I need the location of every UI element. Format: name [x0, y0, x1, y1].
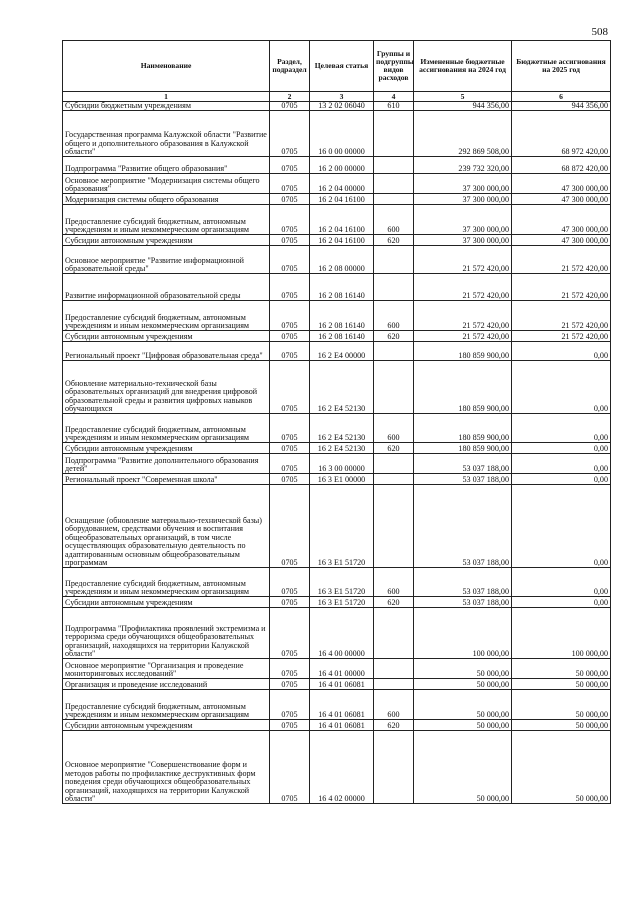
row-name: Субсидии автономным учреждениям — [63, 443, 270, 454]
header-name: Наименование — [63, 41, 270, 92]
row-value-2025: 944 356,00 — [512, 102, 611, 111]
row-section: 0705 — [270, 246, 310, 274]
row-name: Предоставление субсидий бюджетным, автономным учреждениям и иным некоммерческим организациям — [63, 205, 270, 235]
row-value-2024: 21 572 420,00 — [414, 246, 512, 274]
row-section: 0705 — [270, 608, 310, 659]
row-name: Модернизация системы общего образования — [63, 194, 270, 205]
row-value-2025: 68 972 420,00 — [512, 111, 611, 157]
row-name: Развитие информационной образовательной среды — [63, 274, 270, 301]
row-section: 0705 — [270, 157, 310, 174]
row-value-2025: 47 300 000,00 — [512, 235, 611, 246]
row-code: 16 3 E1 00000 — [310, 474, 374, 485]
row-name: Региональный проект "Современная школа" — [63, 474, 270, 485]
row-section: 0705 — [270, 342, 310, 361]
table-row — [63, 102, 611, 111]
table-row — [63, 246, 611, 274]
row-name: Субсидии автономным учреждениям — [63, 235, 270, 246]
row-section: 0705 — [270, 443, 310, 454]
column-number: 3 — [310, 92, 374, 102]
row-value-2025: 50 000,00 — [512, 720, 611, 731]
header-group: Группы и подгруппы видов расходов — [374, 41, 414, 92]
row-value-2024: 21 572 420,00 — [414, 274, 512, 301]
row-code: 16 2 E4 52130 — [310, 414, 374, 443]
row-value-2025: 47 300 000,00 — [512, 205, 611, 235]
row-group — [374, 361, 414, 414]
row-value-2025: 0,00 — [512, 454, 611, 474]
row-section: 0705 — [270, 414, 310, 443]
row-name: Основное мероприятие "Совершенствование форм и методов работы по профилактике деструктивных форм поведения среди обучающихся общеобразовательных организаций, находящихся на территории Калужской области" — [63, 731, 270, 804]
column-number: 2 — [270, 92, 310, 102]
table-row — [63, 235, 611, 246]
row-value-2024: 37 300 000,00 — [414, 205, 512, 235]
row-name: Оснащение (обновление материально-технической базы) оборудованием, средствами обучения и воспитания общеобразовательных организаций, в том числе осуществляющих образовательную деятельность по адаптированным основным общеобразовательным программам — [63, 485, 270, 568]
row-section: 0705 — [270, 274, 310, 301]
row-value-2025: 68 872 420,00 — [512, 157, 611, 174]
row-value-2024: 50 000,00 — [414, 720, 512, 731]
row-code: 16 3 E1 51720 — [310, 597, 374, 608]
row-name: Предоставление субсидий бюджетным, автономным учреждениям и иным некоммерческим организациям — [63, 568, 270, 597]
row-name: Организация и проведение исследований — [63, 679, 270, 690]
row-name: Субсидии автономным учреждениям — [63, 720, 270, 731]
row-section: 0705 — [270, 205, 310, 235]
table-row — [63, 597, 611, 608]
table-row — [63, 731, 611, 804]
row-value-2025: 0,00 — [512, 414, 611, 443]
row-code: 16 2 04 16100 — [310, 235, 374, 246]
row-code: 16 2 08 16140 — [310, 301, 374, 331]
table-row — [63, 659, 611, 679]
row-value-2025: 21 572 420,00 — [512, 301, 611, 331]
row-name: Региональный проект "Цифровая образовательная среда" — [63, 342, 270, 361]
row-group — [374, 174, 414, 194]
row-group: 600 — [374, 414, 414, 443]
table-body — [63, 102, 611, 804]
row-group — [374, 454, 414, 474]
row-value-2024: 292 869 508,00 — [414, 111, 512, 157]
row-group — [374, 194, 414, 205]
table-row — [63, 174, 611, 194]
row-value-2024: 53 037 188,00 — [414, 454, 512, 474]
row-section: 0705 — [270, 568, 310, 597]
row-section: 0705 — [270, 301, 310, 331]
row-section: 0705 — [270, 485, 310, 568]
row-group: 620 — [374, 597, 414, 608]
table-row — [63, 690, 611, 720]
row-code: 16 2 04 16100 — [310, 205, 374, 235]
row-value-2025: 21 572 420,00 — [512, 331, 611, 342]
row-code: 16 4 01 00000 — [310, 659, 374, 679]
row-code: 16 2 08 00000 — [310, 246, 374, 274]
row-name: Подпрограмма "Развитие дополнительного образования детей" — [63, 454, 270, 474]
row-section: 0705 — [270, 679, 310, 690]
table-row — [63, 568, 611, 597]
row-group: 620 — [374, 443, 414, 454]
row-value-2025: 0,00 — [512, 342, 611, 361]
row-group — [374, 679, 414, 690]
row-name: Основное мероприятие "Развитие информационной образовательной среды" — [63, 246, 270, 274]
table-row — [63, 361, 611, 414]
row-code: 16 2 04 00000 — [310, 174, 374, 194]
row-group: 620 — [374, 331, 414, 342]
row-section: 0705 — [270, 111, 310, 157]
row-value-2024: 944 356,00 — [414, 102, 512, 111]
row-code: 16 2 E4 52130 — [310, 443, 374, 454]
row-value-2025: 0,00 — [512, 474, 611, 485]
table-row — [63, 608, 611, 659]
row-code: 16 4 01 06081 — [310, 720, 374, 731]
row-group: 600 — [374, 301, 414, 331]
table-row — [63, 679, 611, 690]
row-value-2024: 180 859 900,00 — [414, 342, 512, 361]
row-group: 620 — [374, 720, 414, 731]
row-name: Предоставление субсидий бюджетным, автономным учреждениям и иным некоммерческим организациям — [63, 414, 270, 443]
row-group — [374, 608, 414, 659]
row-value-2025: 47 300 000,00 — [512, 194, 611, 205]
row-value-2024: 21 572 420,00 — [414, 331, 512, 342]
row-code: 16 4 01 06081 — [310, 679, 374, 690]
budget-table — [62, 40, 611, 804]
column-number: 1 — [63, 92, 270, 102]
row-value-2024: 50 000,00 — [414, 690, 512, 720]
row-group — [374, 474, 414, 485]
row-value-2024: 50 000,00 — [414, 731, 512, 804]
row-value-2025: 21 572 420,00 — [512, 274, 611, 301]
header-row — [63, 41, 611, 92]
table-row — [63, 157, 611, 174]
row-value-2024: 53 037 188,00 — [414, 597, 512, 608]
row-name: Основное мероприятие "Организация и проведение мониторинговых исследований" — [63, 659, 270, 679]
row-group: 620 — [374, 235, 414, 246]
row-value-2025: 100 000,00 — [512, 608, 611, 659]
row-section: 0705 — [270, 731, 310, 804]
row-value-2024: 37 300 000,00 — [414, 235, 512, 246]
row-code: 16 2 00 00000 — [310, 157, 374, 174]
row-value-2024: 21 572 420,00 — [414, 301, 512, 331]
row-name: Предоставление субсидий бюджетным, автономным учреждениям и иным некоммерческим организациям — [63, 690, 270, 720]
header-v2024: Измененные бюджетные ассигнования на 2024 год — [414, 41, 512, 92]
row-section: 0705 — [270, 361, 310, 414]
row-group — [374, 246, 414, 274]
row-section: 0705 — [270, 720, 310, 731]
row-code: 16 3 E1 51720 — [310, 485, 374, 568]
row-code: 16 2 08 16140 — [310, 331, 374, 342]
column-number: 5 — [414, 92, 512, 102]
row-code: 16 2 E4 00000 — [310, 342, 374, 361]
table-row — [63, 342, 611, 361]
row-code: 16 2 E4 52130 — [310, 361, 374, 414]
row-value-2025: 0,00 — [512, 443, 611, 454]
row-section: 0705 — [270, 690, 310, 720]
row-value-2025: 21 572 420,00 — [512, 246, 611, 274]
row-group — [374, 659, 414, 679]
row-code: 16 4 02 00000 — [310, 731, 374, 804]
header-code: Целевая статья — [310, 41, 374, 92]
row-code: 16 0 00 00000 — [310, 111, 374, 157]
row-group — [374, 731, 414, 804]
row-name: Подпрограмма "Развитие общего образования" — [63, 157, 270, 174]
row-group: 600 — [374, 690, 414, 720]
table-row — [63, 454, 611, 474]
row-section: 0705 — [270, 454, 310, 474]
row-code: 13 2 02 06040 — [310, 102, 374, 111]
row-group — [374, 274, 414, 301]
row-group: 600 — [374, 568, 414, 597]
row-name: Обновление материально-технической базы образовательных организаций для внедрения цифровой образовательной среды и развития цифровых навыков обучающихся — [63, 361, 270, 414]
table-row — [63, 443, 611, 454]
row-code: 16 3 E1 51720 — [310, 568, 374, 597]
column-number: 4 — [374, 92, 414, 102]
row-section: 0705 — [270, 174, 310, 194]
row-group: 600 — [374, 205, 414, 235]
row-group — [374, 111, 414, 157]
page-number: 508 — [591, 26, 608, 38]
table-row — [63, 111, 611, 157]
header-section: Раздел, подраздел — [270, 41, 310, 92]
row-code: 16 3 00 00000 — [310, 454, 374, 474]
row-name: Основное мероприятие "Модернизация системы общего образования" — [63, 174, 270, 194]
table-row — [63, 205, 611, 235]
row-value-2024: 53 037 188,00 — [414, 568, 512, 597]
row-value-2024: 100 000,00 — [414, 608, 512, 659]
row-section: 0705 — [270, 102, 310, 111]
column-number: 6 — [512, 92, 611, 102]
row-value-2024: 180 859 900,00 — [414, 414, 512, 443]
table-row — [63, 474, 611, 485]
row-value-2025: 50 000,00 — [512, 659, 611, 679]
row-value-2025: 0,00 — [512, 485, 611, 568]
row-group — [374, 342, 414, 361]
table-row — [63, 720, 611, 731]
row-section: 0705 — [270, 194, 310, 205]
row-value-2025: 50 000,00 — [512, 679, 611, 690]
column-number-row — [63, 92, 611, 102]
row-section: 0705 — [270, 235, 310, 246]
row-value-2025: 50 000,00 — [512, 690, 611, 720]
row-value-2024: 239 732 320,00 — [414, 157, 512, 174]
row-name: Субсидии автономным учреждениям — [63, 331, 270, 342]
row-value-2024: 53 037 188,00 — [414, 485, 512, 568]
row-value-2024: 53 037 188,00 — [414, 474, 512, 485]
row-value-2025: 47 300 000,00 — [512, 174, 611, 194]
row-code: 16 4 00 00000 — [310, 608, 374, 659]
table-row — [63, 274, 611, 301]
header-v2025: Бюджетные ассигнования на 2025 год — [512, 41, 611, 92]
row-value-2024: 180 859 900,00 — [414, 361, 512, 414]
row-value-2025: 0,00 — [512, 568, 611, 597]
row-group — [374, 485, 414, 568]
row-value-2024: 50 000,00 — [414, 659, 512, 679]
row-name: Субсидии бюджетным учреждениям — [63, 102, 270, 111]
row-section: 0705 — [270, 659, 310, 679]
table-row — [63, 301, 611, 331]
row-value-2024: 180 859 900,00 — [414, 443, 512, 454]
row-code: 16 2 08 16140 — [310, 274, 374, 301]
table-row — [63, 485, 611, 568]
row-name: Государственная программа Калужской области "Развитие общего и дополнительного образования в Калужской области" — [63, 111, 270, 157]
row-value-2025: 50 000,00 — [512, 731, 611, 804]
row-name: Предоставление субсидий бюджетным, автономным учреждениям и иным некоммерческим организациям — [63, 301, 270, 331]
row-code: 16 2 04 16100 — [310, 194, 374, 205]
row-value-2025: 0,00 — [512, 361, 611, 414]
table-row — [63, 414, 611, 443]
row-group — [374, 157, 414, 174]
row-value-2024: 37 300 000,00 — [414, 194, 512, 205]
row-group: 610 — [374, 102, 414, 111]
row-code: 16 4 01 06081 — [310, 690, 374, 720]
row-section: 0705 — [270, 474, 310, 485]
row-value-2025: 0,00 — [512, 597, 611, 608]
table-row — [63, 194, 611, 205]
row-name: Субсидии автономным учреждениям — [63, 597, 270, 608]
row-name: Подпрограмма "Профилактика проявлений экстремизма и терроризма среди обучающихся общеобразовательных организаций, находящихся на территории Калужской области" — [63, 608, 270, 659]
row-value-2024: 37 300 000,00 — [414, 174, 512, 194]
row-value-2024: 50 000,00 — [414, 679, 512, 690]
row-section: 0705 — [270, 331, 310, 342]
row-section: 0705 — [270, 597, 310, 608]
table-row — [63, 331, 611, 342]
